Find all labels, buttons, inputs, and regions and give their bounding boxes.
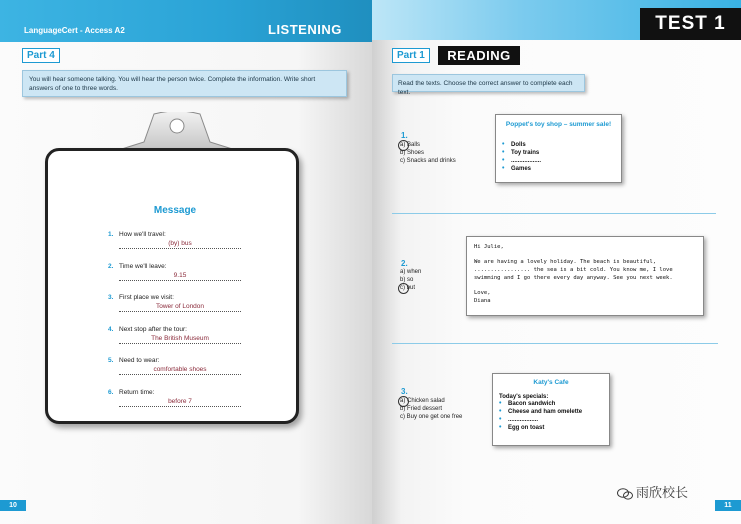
notice-item: • Bacon sandwich — [499, 400, 603, 408]
question-3-options — [400, 397, 462, 421]
letter-greeting: Hi Julie, — [474, 244, 504, 250]
page-number-left: 10 — [0, 500, 26, 511]
message-item-2 — [108, 263, 308, 279]
listening-instruction: You will hear someone talking. You will hear the person twice. Complete the information. Write short answers of one to three words. — [22, 70, 347, 97]
message-clipboard — [45, 148, 299, 424]
notice-item: • .................. — [502, 157, 615, 165]
series-title: LanguageCert - Access A2 — [24, 26, 125, 35]
notice-item: • Cheese and ham omelette — [499, 408, 603, 416]
notice-subtitle: Today's specials: — [499, 394, 549, 400]
left-header — [0, 0, 372, 42]
question-2-options — [400, 268, 421, 292]
divider — [392, 213, 716, 214]
item-number: 4. — [108, 326, 114, 333]
notice-title: Katy's Cafe — [533, 379, 569, 386]
toy-shop-notice — [495, 114, 622, 183]
letter-signature: Diana — [474, 298, 491, 304]
cafe-notice — [492, 373, 610, 446]
letter-closing: Love, — [474, 290, 491, 296]
item-question: Return time: — [119, 389, 155, 396]
answer-field[interactable]: (by) bus — [119, 240, 241, 249]
item-question: First place we visit: — [119, 294, 174, 301]
item-question: Time we'll leave: — [119, 263, 167, 270]
holiday-letter — [466, 236, 704, 316]
message-item-1 — [108, 231, 308, 247]
question-number-1: 1. — [401, 131, 408, 140]
part-label-left: Part 4 — [22, 48, 60, 63]
item-question: Need to wear: — [119, 357, 160, 364]
letter-body: We are having a lovely holiday. The beach is beautiful, ................. the sea is a bit cold. You know me, I love swimming and I go there every day anyway. See you next week. — [474, 259, 673, 281]
option-b[interactable]: b) Shoes — [400, 150, 425, 156]
question-1-options — [400, 141, 456, 165]
message-item-5 — [108, 357, 308, 373]
question-number-3: 3. — [401, 387, 408, 396]
item-number: 3. — [108, 294, 114, 301]
watermark-text: 雨欣校长 — [636, 485, 689, 500]
option-c[interactable]: c) Snacks and drinks — [400, 158, 456, 164]
answer-field[interactable]: before 7 — [119, 398, 241, 407]
message-item-6 — [108, 389, 308, 405]
option-c[interactable]: c) Buy one get one free — [400, 414, 463, 420]
notice-item: • Games — [502, 165, 615, 173]
question-number-2: 2. — [401, 259, 408, 268]
wechat-icon — [617, 488, 633, 500]
message-title: Message — [153, 205, 197, 216]
item-number: 5. — [108, 357, 114, 364]
notice-item: • Egg on toast — [499, 424, 603, 432]
message-item-3 — [108, 294, 308, 310]
section-title-reading: READING — [438, 46, 520, 65]
notice-title: Poppet's toy shop – summer sale! — [505, 121, 612, 128]
item-number: 6. — [108, 389, 114, 396]
option-a[interactable]: a) when — [400, 269, 422, 275]
reading-instruction: Read the texts. Choose the correct answer to complete each text. — [392, 74, 585, 92]
divider — [392, 343, 718, 344]
test-label: TEST 1 — [640, 8, 741, 40]
message-item-4 — [108, 326, 308, 342]
section-title-listening: LISTENING — [268, 22, 342, 37]
item-question: How we'll travel: — [119, 231, 166, 238]
answer-field[interactable]: The British Museum — [119, 335, 241, 344]
option-b[interactable]: b) so — [400, 277, 414, 283]
option-b[interactable]: b) Fried dessert — [400, 406, 443, 412]
page-number-right: 11 — [715, 500, 741, 511]
item-number: 1. — [108, 231, 114, 238]
option-c[interactable]: c) but — [400, 284, 421, 292]
answer-field[interactable]: Tower of London — [119, 303, 241, 312]
option-a[interactable]: a) Chicken salad — [400, 397, 462, 405]
answer-field[interactable]: comfortable shoes — [119, 366, 241, 375]
answer-field[interactable]: 9.15 — [119, 272, 241, 281]
notice-item: • .................. — [499, 416, 603, 424]
item-number: 2. — [108, 263, 114, 270]
item-question: Next stop after the tour: — [119, 326, 187, 333]
part-label-right: Part 1 — [392, 48, 430, 63]
notice-item: • Dolls — [502, 141, 615, 149]
notice-item: • Toy trains — [502, 149, 615, 157]
watermark — [617, 482, 688, 501]
option-a[interactable]: a) Balls — [400, 141, 456, 149]
right-header — [372, 0, 741, 40]
